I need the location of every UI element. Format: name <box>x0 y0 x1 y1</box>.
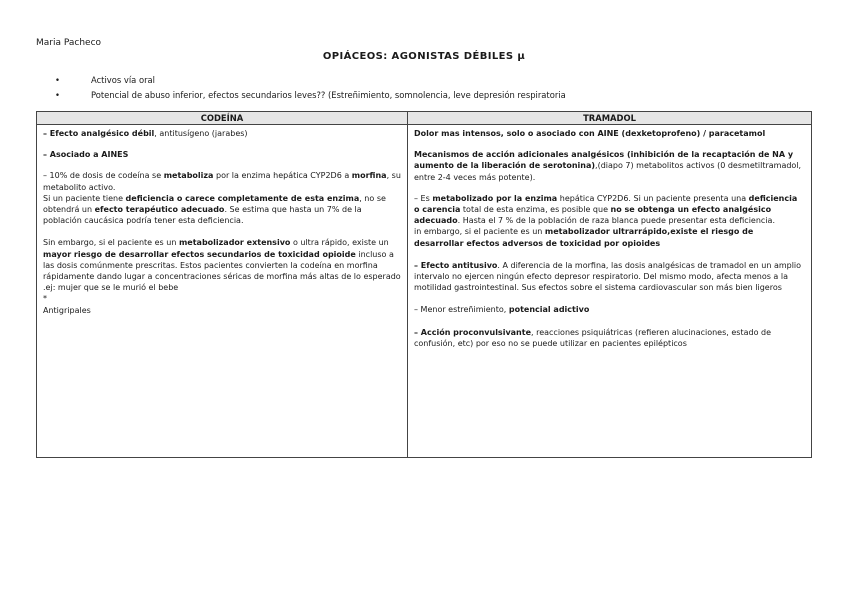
tramadol-antitussive: – Efecto antitusivo. A diferencia de la morfina, las dosis analgésicas de tramadol en un amplio intervalo no ejercen ningún efecto depresor respiratorio. Del mismo modo, afecta menos a la motilidad gastrointestinal. Sus efectos sobre el sistema cardiovascular son más bien ligeros <box>414 260 802 293</box>
bullet-item <box>55 73 566 88</box>
tramadol-indication: Dolor mas intensos, solo o asociado con AINE (dexketoprofeno) / paracetamol <box>414 129 766 138</box>
table-header-row <box>37 112 812 125</box>
tramadol-constipation: – Menor estreñimiento, potencial adictivo <box>414 305 590 315</box>
tramadol-metabolism: – Es metabolizado por la enzima hepática CYP2D6. Si un paciente presenta una deficiencia o carencia total de esta enzima, es posible que no se obtenga un efecto analgésico adecuado. Hasta el 7 % de la población de raza blanca puede presentar esta deficiencia. <box>414 193 798 226</box>
codeina-asterisk: * <box>43 294 47 304</box>
codeina-metabolism: – 10% de dosis de codeína se metaboliza por la enzima hepática CYP2D6 a morfina, su metabolito activo. <box>43 171 401 192</box>
bullet-icon: • <box>55 90 60 100</box>
bullet-text: Activos vía oral <box>91 75 156 85</box>
tramadol-ultrarapid: in embargo, si el paciente es un metabolizador ultrarrápido,existe el riesgo de desarrollar efectos adversos de toxicidad por opioides <box>414 227 754 248</box>
author-name: Maria Pacheco <box>36 38 102 48</box>
codeina-antigripales: Antigripales <box>43 305 91 315</box>
document-title: OPIÁCEOS: AGONISTAS DÉBILES μ <box>322 51 526 62</box>
header-tramadol: TRAMADOL <box>408 112 812 125</box>
tramadol-cell <box>408 125 812 458</box>
header-codeina: CODEÍNA <box>37 112 408 125</box>
codeina-analgesic-effect: – Efecto analgésico débil, antitusígeno (jarabes) <box>43 129 248 138</box>
codeina-deficiency: Si un paciente tiene deficiencia o carece completamente de esta enzima, no se obtendrá un efecto terapéutico adecuado. Se estima que hasta un 7% de la población caucásica podría tener esta deficiencia. <box>43 193 386 226</box>
codeina-aines: – Asociado a AINES <box>43 150 129 160</box>
bullet-item <box>55 88 566 103</box>
bullet-text: Potencial de abuso inferior, efectos secundarios leves?? (Estreñimiento, somnolencia, leve depresión respiratoria <box>91 90 566 100</box>
codeina-cell <box>37 125 408 458</box>
comparison-table <box>36 111 812 458</box>
codeina-ultrarapid: Sin embargo, si el paciente es un metabolizador extensivo o ultra rápido, existe un mayor riesgo de desarrollar efectos secundarios de toxicidad opioide incluso a las dosis comúnmente prescritas. Estos pacientes convierten la codeína en morfina rápidamente dando lugar a concentraciones séricas de morfina más altas de lo esperado .ej: mujer que se le murió el bebe <box>43 238 401 293</box>
bullet-list <box>55 73 566 103</box>
tramadol-proconvulsive: – Acción proconvulsivante, reacciones psiquiátricas (refieren alucinaciones, estado de confusión, etc) por eso no se puede utilizar en pacientes epilépticos <box>414 327 772 348</box>
tramadol-mechanisms: Mecanismos de acción adicionales analgésicos (inhibición de la recaptación de NA y aumento de la liberación de serotonina),(diapo 7) metabolitos activos (0 desmetiltramadol, entre 2-4 veces más potente). <box>414 150 802 182</box>
table-row <box>37 125 812 458</box>
bullet-icon: • <box>55 75 60 85</box>
